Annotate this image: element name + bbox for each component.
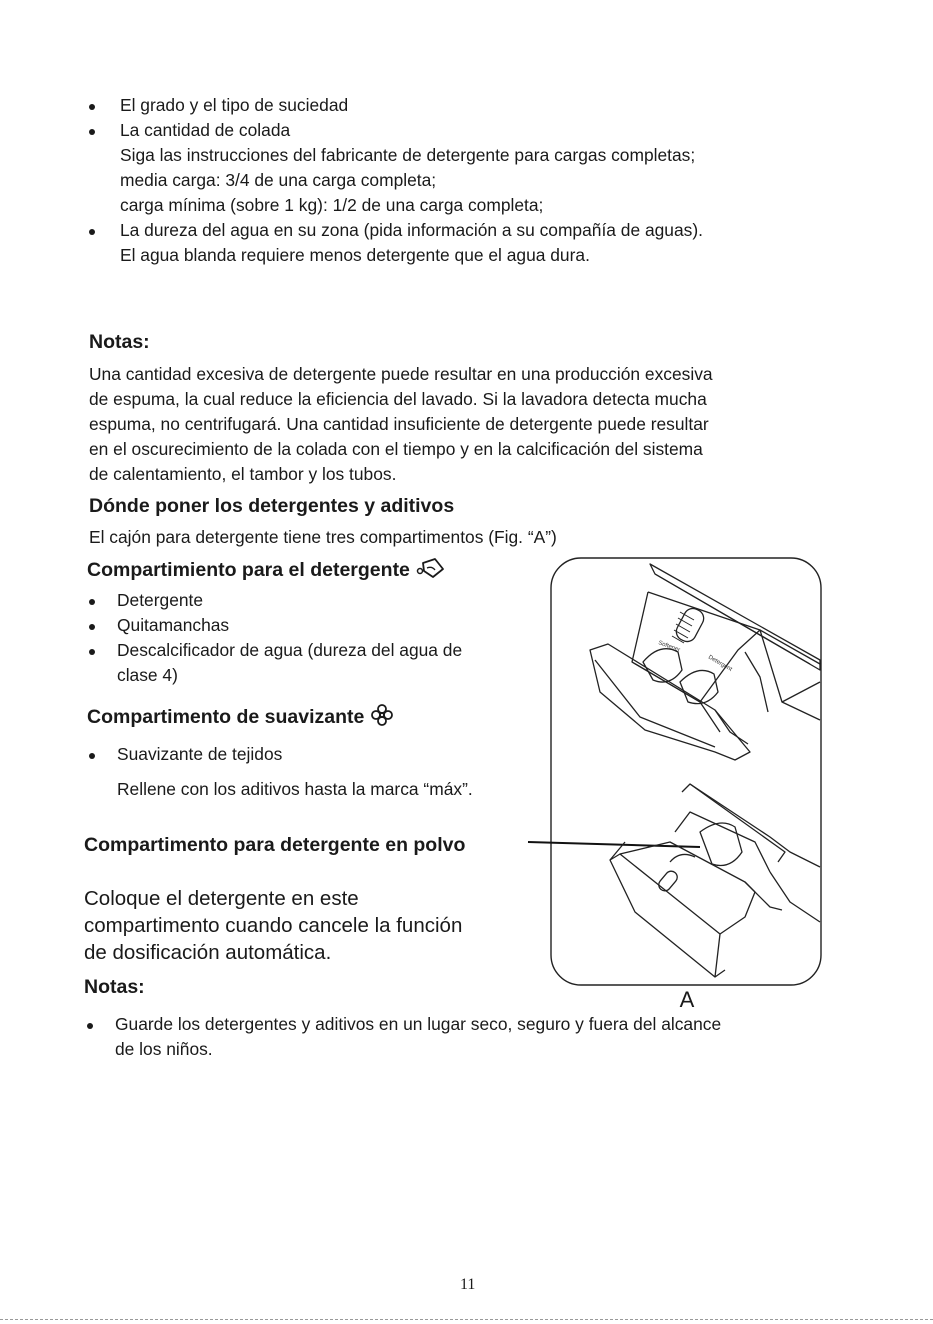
upper-drawer	[590, 564, 820, 760]
section-intro: El cajón para detergente tiene tres compartimentos (Fig. “A”)	[89, 527, 557, 547]
softener-title: Compartimento de suavizante	[87, 706, 365, 728]
notes-line: espuma, no centrifugará. Una cantidad insuficiente de detergente puede resultar	[89, 414, 709, 434]
bullet	[89, 649, 95, 655]
lower-drawer	[610, 784, 820, 977]
section-heading: Compartimento para detergente en polvo	[84, 834, 466, 856]
powder-line: de dosificación automática.	[84, 941, 332, 964]
powder-line: Coloque el detergente en este	[84, 887, 359, 910]
section-heading: Dónde poner los detergentes y aditivos	[89, 495, 455, 517]
list-item-detail: Siga las instrucciones del fabricante de detergente para cargas completas;	[120, 145, 696, 165]
notes-line: Una cantidad excesiva de detergente puede resultar en una producción excesiva	[89, 364, 713, 384]
list-item: Quitamanchas	[117, 615, 230, 635]
list-item: La dureza del agua en su zona (pida información a su compañía de aguas).	[120, 220, 703, 240]
list-item: Detergente	[117, 590, 204, 610]
drawer-label-detergent: Detergent	[707, 654, 733, 673]
softener-note: Rellene con los aditivos hasta la marca “máx”.	[117, 779, 473, 799]
list-item-detail: El agua blanda requiere menos detergente que el agua dura.	[120, 245, 590, 265]
notes-heading: Notas:	[84, 976, 145, 998]
list-item: El grado y el tipo de suciedad	[120, 95, 349, 115]
notes-line: Guarde los detergentes y aditivos en un lugar seco, seguro y fuera del alcance	[115, 1014, 722, 1034]
bullet	[89, 624, 95, 630]
drawer-figure	[520, 552, 830, 1012]
bullet	[89, 599, 95, 605]
bullet	[89, 753, 95, 759]
list-item-detail: clase 4)	[117, 665, 178, 685]
bullet	[89, 104, 95, 110]
bullet	[89, 129, 95, 135]
page-bottom-rule	[0, 1319, 933, 1320]
list-item-detail: media carga: 3/4 de una carga completa;	[120, 170, 437, 190]
list-item: La cantidad de colada	[120, 120, 291, 140]
figure-label: A	[679, 987, 695, 1012]
section-heading	[87, 557, 445, 582]
list-item: Suavizante de tejidos	[117, 744, 283, 764]
detergent-icon	[415, 557, 445, 579]
notes-line: de calentamiento, el tambor y los tubos.	[89, 464, 397, 484]
bullet	[89, 229, 95, 235]
notes-heading: Notas:	[89, 331, 150, 353]
section-heading	[87, 703, 394, 729]
page-number: 11	[460, 1276, 476, 1293]
list-item-detail: carga mínima (sobre 1 kg): 1/2 de una carga completa;	[120, 195, 544, 215]
drawer-label-softener: Softener	[657, 640, 681, 654]
list-item: Descalcificador de agua (dureza del agua de	[117, 640, 463, 660]
notes-line: de los niños.	[115, 1039, 213, 1059]
flower-icon	[370, 703, 394, 727]
detergent-title: Compartimiento para el detergente	[87, 559, 410, 581]
notes-line: en el oscurecimiento de la colada con el tiempo y en la calcificación del sistema	[89, 439, 703, 459]
powder-line: compartimento cuando cancele la función	[84, 914, 463, 937]
bullet	[87, 1023, 93, 1029]
notes-line: de espuma, la cual reduce la eficiencia del lavado. Si la lavadora detecta mucha	[89, 389, 707, 409]
